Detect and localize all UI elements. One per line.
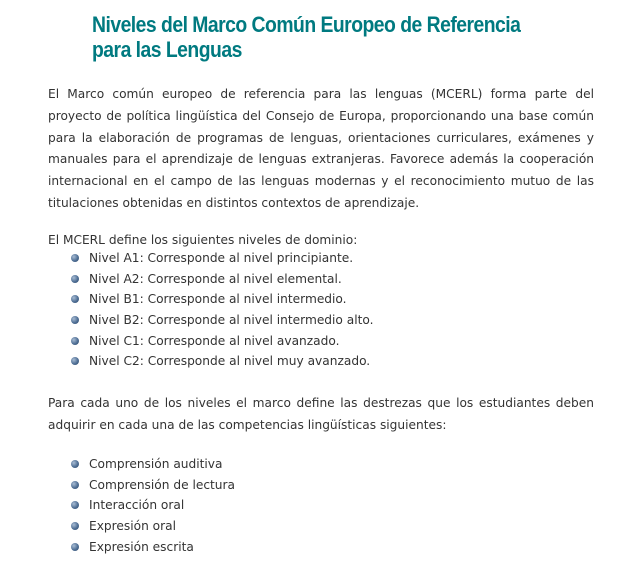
skill-text: Interacción oral bbox=[89, 498, 185, 513]
levels-list bbox=[70, 248, 374, 372]
level-text: Nivel A1: Corresponde al nivel principiante. bbox=[89, 251, 354, 265]
skills-list bbox=[70, 454, 235, 557]
skill-text: Expresión oral bbox=[89, 519, 177, 534]
list-item bbox=[70, 269, 374, 290]
skill-text: Expresión escrita bbox=[89, 539, 194, 554]
bullet-dot-icon bbox=[71, 357, 79, 365]
bullet-dot-icon bbox=[71, 501, 79, 509]
levels-intro-paragraph: El MCERL define los siguientes niveles de dominio: bbox=[48, 233, 358, 247]
bullet-dot-icon bbox=[71, 460, 79, 468]
skill-text: Comprensión auditiva bbox=[89, 457, 223, 471]
list-item bbox=[70, 495, 235, 516]
bullet-dot-icon bbox=[71, 337, 79, 345]
skill-text: Comprensión de lectura bbox=[89, 477, 236, 492]
level-text: Nivel C1: Corresponde al nivel avanzado. bbox=[89, 333, 340, 348]
list-item bbox=[70, 454, 235, 475]
list-item bbox=[70, 475, 235, 496]
list-item bbox=[70, 248, 374, 269]
level-text: Nivel B2: Corresponde al nivel intermedio alto. bbox=[89, 313, 374, 328]
bullet-dot-icon bbox=[71, 543, 79, 551]
bullet-dot-icon bbox=[71, 275, 79, 283]
list-item bbox=[70, 351, 374, 372]
level-text: Nivel A2: Corresponde al nivel elemental. bbox=[89, 271, 342, 286]
list-item bbox=[70, 331, 374, 352]
bullet-dot-icon bbox=[71, 481, 79, 489]
bullet-dot-icon bbox=[71, 316, 79, 324]
list-item bbox=[70, 516, 235, 537]
level-text: Nivel B1: Corresponde al nivel intermedio. bbox=[89, 292, 347, 307]
bullet-dot-icon bbox=[71, 522, 79, 530]
page-title: Niveles del Marco Común Europeo de Referencia para las Lenguas bbox=[92, 12, 521, 62]
list-item bbox=[70, 289, 374, 310]
bullet-dot-icon bbox=[71, 254, 79, 262]
bullet-dot-icon bbox=[71, 295, 79, 303]
skills-intro-paragraph: Para cada uno de los niveles el marco define las destrezas que los estudiantes deben adquirir en cada una de las competencias lingüísticas siguientes: bbox=[48, 396, 594, 432]
level-text: Nivel C2: Corresponde al nivel muy avanzado. bbox=[89, 354, 371, 369]
list-item bbox=[70, 537, 235, 558]
intro-paragraph: El Marco común europeo de referencia para las lenguas (MCERL) forma parte del proyecto de política lingüística del Consejo de Europa, proporcionando una base común para la elaboración de programas de lenguas, orientaciones curriculares, exámenes y manuales para el aprendizaje de lenguas extranjeras. Favorece además la cooperación internacional en el campo de las lenguas modernas y el reconocimiento mutuo de las titulaciones obtenidas en distintos contextos de aprendizaje. bbox=[48, 87, 594, 210]
list-item bbox=[70, 310, 374, 331]
